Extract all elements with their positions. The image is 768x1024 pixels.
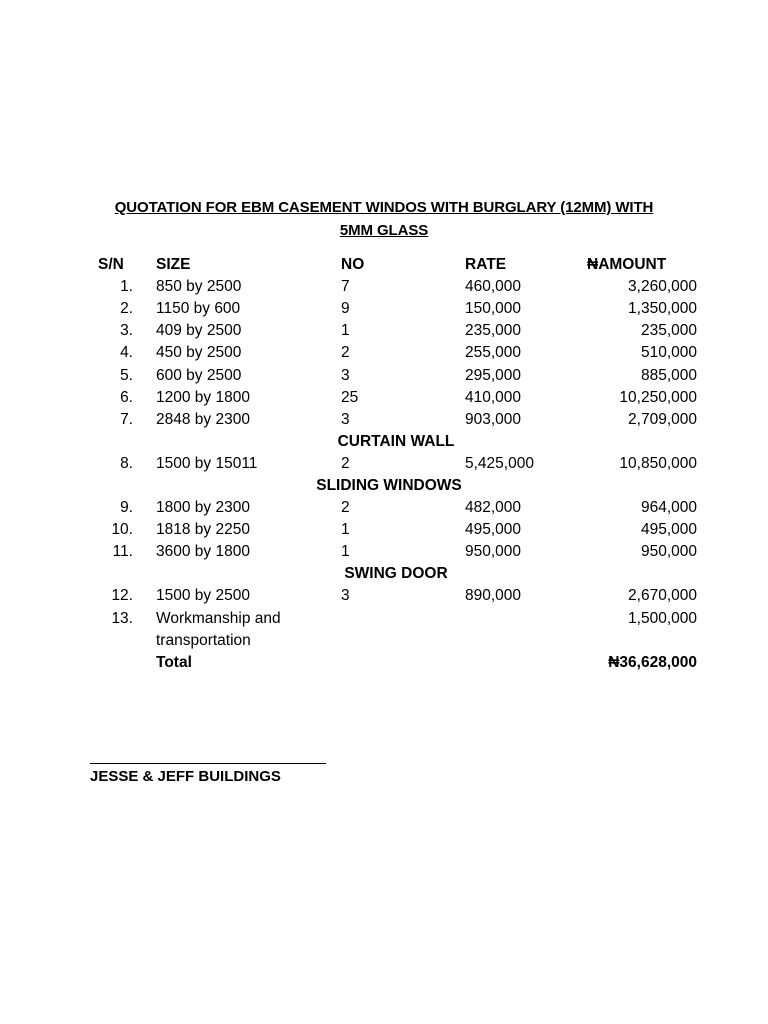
- row-rate: 482,000: [465, 499, 522, 516]
- table-row: [0, 387, 768, 409]
- row-size: 1150 by 600: [156, 300, 241, 317]
- row-rate: 150,000: [465, 300, 522, 317]
- row-amount: 2,670,000: [628, 587, 697, 604]
- row-size: 1200 by 1800: [156, 389, 250, 406]
- row-amount: 495,000: [640, 521, 697, 538]
- row-rate: 950,000: [465, 543, 522, 560]
- row-size: 1500 by 15011: [156, 455, 258, 472]
- total-amount: ₦36,628,000: [608, 654, 697, 671]
- row-rate: 903,000: [465, 411, 522, 428]
- row-no: 25: [341, 389, 359, 406]
- row-amount: 10,850,000: [619, 455, 697, 472]
- table-row: [0, 585, 768, 607]
- table-row: [0, 608, 768, 630]
- quotation-title-line-2: 5MM GLASS: [339, 222, 429, 239]
- row-amount: 950,000: [640, 543, 697, 560]
- row-amount: 1,500,000: [628, 610, 697, 627]
- row-amount: 3,260,000: [628, 278, 697, 295]
- row-size: 2848 by 2300: [156, 411, 250, 428]
- row-no: 2: [341, 499, 350, 516]
- table-row: [0, 342, 768, 364]
- table-row: [0, 276, 768, 298]
- quotation-title-line-1: QUOTATION FOR EBM CASEMENT WINDOS WITH BURGLARY (12MM) WITH: [114, 199, 654, 216]
- row-rate: 235,000: [465, 322, 522, 339]
- table-row: [0, 453, 768, 475]
- row-rate: 295,000: [465, 367, 522, 384]
- signature-line: [90, 763, 326, 764]
- company-name: JESSE & JEFF BUILDINGS: [90, 768, 281, 785]
- row-sn: 13.: [111, 610, 133, 627]
- row-size-continuation: transportation: [156, 632, 251, 649]
- row-rate: 890,000: [465, 587, 522, 604]
- table-row: [0, 541, 768, 563]
- row-no: 3: [341, 367, 350, 384]
- row-amount: 235,000: [640, 322, 697, 339]
- section-heading-swing-door: SWING DOOR: [344, 565, 448, 582]
- row-sn: 1.: [120, 278, 133, 295]
- row-no: 1: [341, 543, 350, 560]
- row-amount: 885,000: [640, 367, 697, 384]
- row-size: 3600 by 1800: [156, 543, 250, 560]
- header-amount: ₦AMOUNT: [587, 256, 667, 273]
- table-row: [0, 365, 768, 387]
- row-sn: 10.: [111, 521, 133, 538]
- table-row: [0, 519, 768, 541]
- row-amount: 2,709,000: [628, 411, 697, 428]
- row-no: 2: [341, 455, 350, 472]
- row-sn: 7.: [120, 411, 133, 428]
- row-sn: 3.: [120, 322, 133, 339]
- row-size: Workmanship and: [156, 610, 281, 627]
- row-rate: 460,000: [465, 278, 522, 295]
- row-size: 1818 by 2250: [156, 521, 250, 538]
- section-heading-curtain-wall: CURTAIN WALL: [337, 433, 455, 450]
- row-no: 3: [341, 411, 350, 428]
- row-amount: 10,250,000: [619, 389, 697, 406]
- row-amount: 964,000: [640, 499, 697, 516]
- header-sn: S/N: [98, 256, 124, 273]
- row-sn: 12.: [111, 587, 133, 604]
- header-rate: RATE: [465, 256, 507, 273]
- row-rate: 5,425,000: [465, 455, 534, 472]
- row-sn: 4.: [120, 344, 133, 361]
- header-size: SIZE: [156, 256, 191, 273]
- row-no: 2: [341, 344, 350, 361]
- row-sn: 2.: [120, 300, 133, 317]
- table-row: [0, 497, 768, 519]
- row-size: 1500 by 2500: [156, 587, 250, 604]
- row-sn: 8.: [120, 455, 133, 472]
- row-no: 9: [341, 300, 350, 317]
- table-row: [0, 298, 768, 320]
- row-amount: 1,350,000: [628, 300, 697, 317]
- total-label: Total: [156, 654, 192, 671]
- row-size: 850 by 2500: [156, 278, 242, 295]
- row-amount: 510,000: [640, 344, 697, 361]
- row-size: 600 by 2500: [156, 367, 242, 384]
- row-size: 409 by 2500: [156, 322, 242, 339]
- row-sn: 9.: [120, 499, 133, 516]
- row-no: 3: [341, 587, 350, 604]
- row-size: 450 by 2500: [156, 344, 242, 361]
- table-header: [0, 254, 768, 276]
- table-row: [0, 409, 768, 431]
- row-sn: 11.: [112, 543, 133, 560]
- row-no: 1: [341, 521, 350, 538]
- row-size: 1800 by 2300: [156, 499, 250, 516]
- row-rate: 410,000: [465, 389, 522, 406]
- section-heading-sliding-windows: SLIDING WINDOWS: [316, 477, 462, 494]
- row-sn: 6.: [120, 389, 133, 406]
- row-rate: 495,000: [465, 521, 522, 538]
- row-rate: 255,000: [465, 344, 522, 361]
- row-no: 7: [341, 278, 350, 295]
- table-row-continuation: [0, 630, 768, 652]
- header-no: NO: [341, 256, 365, 273]
- table-row: [0, 320, 768, 342]
- row-sn: 5.: [120, 367, 133, 384]
- total-row: [0, 652, 768, 674]
- row-no: 1: [341, 322, 350, 339]
